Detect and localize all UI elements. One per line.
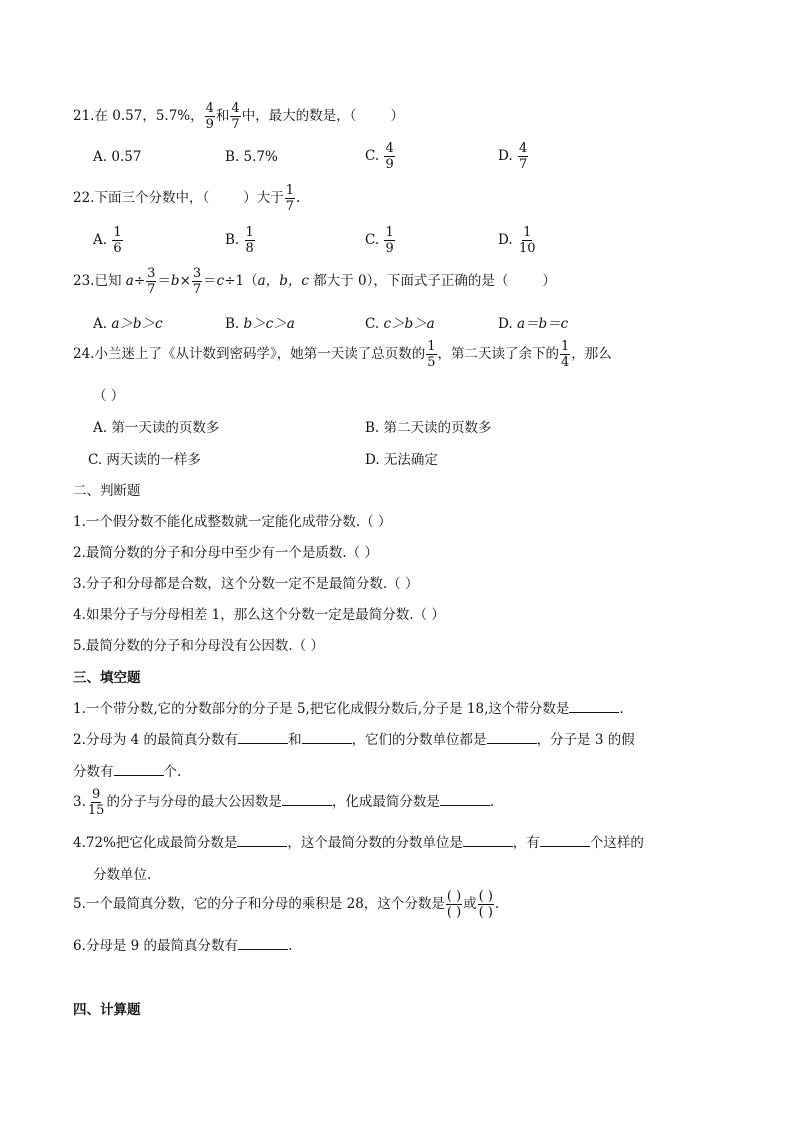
fill-item-5: 5.一个最简真分数，它的分子和分母的乘积是 28，这个分数是 $\frac{( )}{( )}$ 或 $\frac{( )}{( )}$ .	[73, 889, 500, 920]
question-22: 22.下面三个分数中，（ ）大于 $\frac{1}{7}$ .	[73, 183, 301, 214]
option-b: B. 5.7%	[225, 149, 278, 165]
option-a: A. 0.57	[93, 149, 142, 165]
fill-item-4-cont: 分数单位.	[93, 867, 152, 883]
option-a: A. a＞b＞c	[93, 316, 163, 332]
fill-item-2: 2.分母为 4 的最简真分数有 和 ，它们的分数单位都是 ，分子是 3 的假	[73, 732, 635, 748]
option-c: C. $\frac{4}{9}$	[365, 141, 394, 172]
option-b: B. b＞c＞a	[225, 316, 295, 332]
judgement-item: 3.分子和分母都是合数，这个分数一定不是最简分数.（ ）	[73, 576, 419, 592]
option-b: B. $\frac{1}{8}$	[225, 225, 254, 256]
fill-item-6: 6.分母是 9 的最简真分数有 .	[73, 938, 293, 954]
fill-item-4: 4.72%把它化成最简分数是 ，这个最简分数的分数单位是 ，有 个这样的	[73, 835, 644, 851]
option-c: C. $\frac{1}{9}$	[365, 225, 394, 256]
answer-paren: （ ）	[93, 388, 125, 404]
option-a: A. $\frac{1}{6}$	[93, 225, 122, 256]
option-c: C. c＞b＞a	[365, 316, 435, 332]
option-a: A. 第一天读的页数多	[93, 420, 220, 436]
option-d: D. $\frac{1}{10}$	[498, 225, 536, 256]
section-title-calc: 四、计算题	[73, 1002, 141, 1018]
question-21: 21.在 0.57，5.7%， $\frac{4}{9}$ 和 $\frac{4}{7}$ 中，最大的数是，（ ）	[73, 101, 404, 132]
judgement-item: 4.如果分子与分母相差 1，那么这个分数一定是最简分数.（ ）	[73, 607, 445, 623]
fill-item-1: 1.一个带分数,它的分数部分的分子是 5,把它化成假分数后,分子是 18,这个带分数是 .	[73, 701, 624, 717]
question-24: 24.小兰迷上了《从计数到密码学》，她第一天读了总页数的 $\frac{1}{5}$ ，第二天读了余下的 $\frac{1}{4}$ ，那么	[73, 339, 612, 370]
fraction: $\frac{4}{7}$	[231, 101, 240, 132]
fill-item-2-cont: 分数有 个.	[73, 764, 182, 780]
section-title-judgement: 二、判断题	[73, 483, 141, 499]
fill-item-3: 3. $\frac{9}{15}$ 的分子与分母的最大公因数是 ，化成最简分数是 .	[73, 787, 495, 818]
judgement-item: 1.一个假分数不能化成整数就一定能化成带分数.（ ）	[73, 514, 392, 530]
section-title-fill: 三、填空题	[73, 670, 141, 686]
option-d: D. 无法确定	[365, 452, 438, 468]
judgement-item: 2.最简分数的分子和分母中至少有一个是质数.（ ）	[73, 545, 378, 561]
option-d: D. $\frac{4}{7}$	[498, 141, 528, 172]
judgement-item: 5.最简分数的分子和分母没有公因数.（ ）	[73, 638, 324, 654]
option-b: B. 第二天读的页数多	[365, 420, 492, 436]
option-d: D. a＝b＝c	[498, 316, 569, 332]
option-c: C. 两天读的一样多	[88, 452, 201, 468]
fraction: $\frac{4}{9}$	[205, 101, 214, 132]
question-23: 23.已知 a÷ $\frac{3}{7}$ ＝b× $\frac{3}{7}$ ＝c÷1（a，b，c 都大于 0），下面式子正确的是（ ）	[73, 266, 556, 297]
